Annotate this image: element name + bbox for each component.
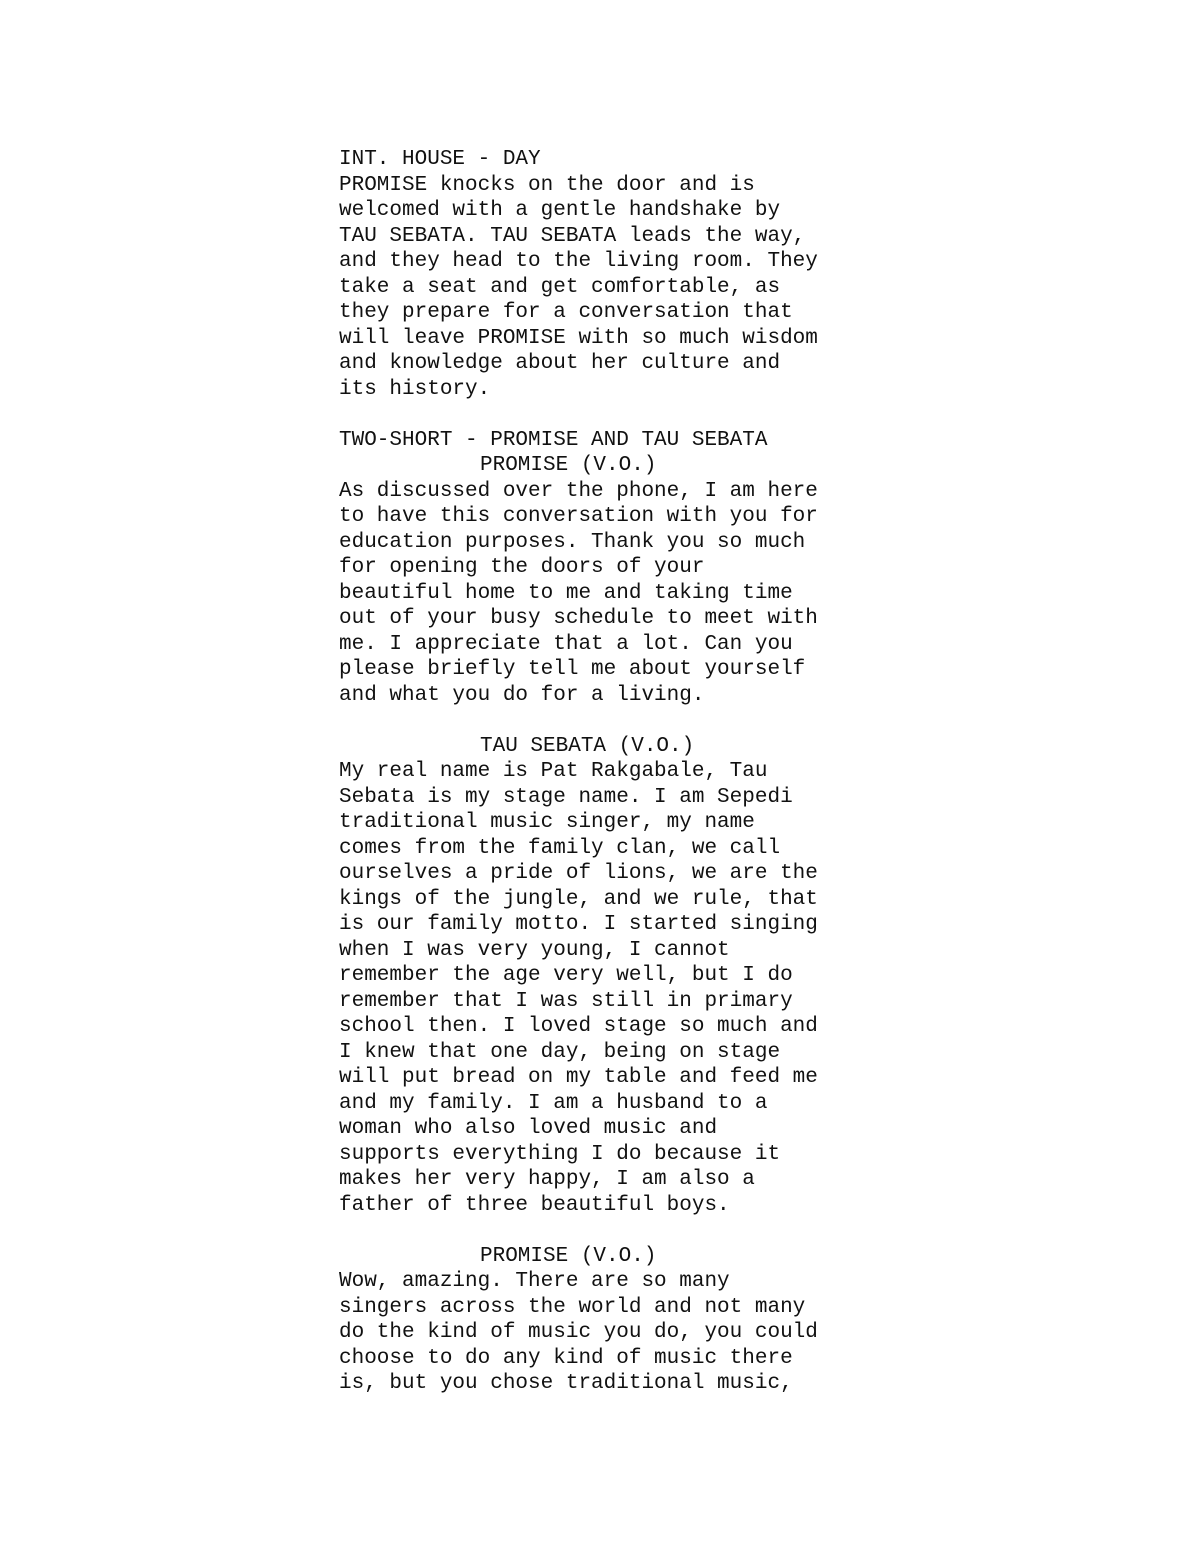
dialogue-line: supports everything I do because it <box>339 1142 781 1166</box>
action-line: its history. <box>339 377 491 401</box>
dialogue-line: makes her very happy, I am also a <box>339 1168 755 1191</box>
dialogue-line: remember that I was still in primary <box>339 989 793 1013</box>
character-name: PROMISE (V.O.) <box>480 454 657 477</box>
dialogue-line: is, but you chose traditional music, <box>339 1372 793 1395</box>
dialogue-line: singers across the world and not many <box>339 1295 806 1319</box>
dialogue-line: I knew that one day, being on stage <box>339 1040 781 1064</box>
dialogue-line: is our family motto. I started singing <box>339 913 818 936</box>
action-line: and they head to the living room. They <box>339 250 818 273</box>
dialogue-line: remember the age very well, but I do <box>339 964 793 987</box>
dialogue-line: please briefly tell me about yourself <box>339 658 806 681</box>
dialogue-line: and what you do for a living. <box>339 683 705 707</box>
screenplay-body <box>339 147 899 1422</box>
dialogue-line: choose to do any kind of music there <box>339 1346 793 1370</box>
dialogue-line: comes from the family clan, we call <box>339 836 781 860</box>
action-line: will leave PROMISE with so much wisdom <box>339 326 818 350</box>
action-line: and knowledge about her culture and <box>339 352 781 375</box>
character-name: TAU SEBATA (V.O.) <box>480 734 695 758</box>
dialogue-line: school then. I loved stage so much and <box>339 1015 818 1038</box>
shot-heading: TWO-SHORT - PROMISE AND TAU SEBATA <box>339 428 768 452</box>
dialogue-line: to have this conversation with you for <box>339 505 818 528</box>
action-line: PROMISE knocks on the door and is <box>339 173 755 197</box>
dialogue-line: do the kind of music you do, you could <box>339 1321 818 1344</box>
dialogue-line: As discussed over the phone, I am here <box>339 479 818 503</box>
dialogue-block <box>339 1244 899 1397</box>
action-line: they prepare for a conversation that <box>339 301 793 324</box>
action-block <box>339 173 899 403</box>
dialogue-line: My real name is Pat Rakgabale, Tau <box>339 760 768 783</box>
dialogue-line: beautiful home to me and taking time <box>339 581 793 605</box>
dialogue-line: Sebata is my stage name. I am Sepedi <box>339 785 793 809</box>
dialogue-line: me. I appreciate that a lot. Can you <box>339 632 793 656</box>
dialogue-line: out of your busy schedule to meet with <box>339 607 818 630</box>
dialogue-line: education purposes. Thank you so much <box>339 530 806 554</box>
action-line: welcomed with a gentle handshake by <box>339 199 781 222</box>
dialogue-line: kings of the jungle, and we rule, that <box>339 887 818 911</box>
dialogue-line: ourselves a pride of lions, we are the <box>339 862 818 885</box>
action-line: take a seat and get comfortable, as <box>339 275 781 299</box>
scene-heading: INT. HOUSE - DAY <box>339 148 541 171</box>
character-name: PROMISE (V.O.) <box>480 1244 657 1268</box>
dialogue-line: and my family. I am a husband to a <box>339 1091 768 1115</box>
dialogue-line: father of three beautiful boys. <box>339 1193 730 1217</box>
dialogue-line: will put bread on my table and feed me <box>339 1066 818 1089</box>
dialogue-line: Wow, amazing. There are so many <box>339 1270 730 1293</box>
dialogue-line: for opening the doors of your <box>339 556 705 579</box>
dialogue-line: when I was very young, I cannot <box>339 938 730 962</box>
action-line: TAU SEBATA. TAU SEBATA leads the way, <box>339 224 806 248</box>
dialogue-block <box>339 734 899 1219</box>
dialogue-line: traditional music singer, my name <box>339 811 755 834</box>
dialogue-block <box>339 453 899 708</box>
dialogue-line: woman who also loved music and <box>339 1117 718 1140</box>
